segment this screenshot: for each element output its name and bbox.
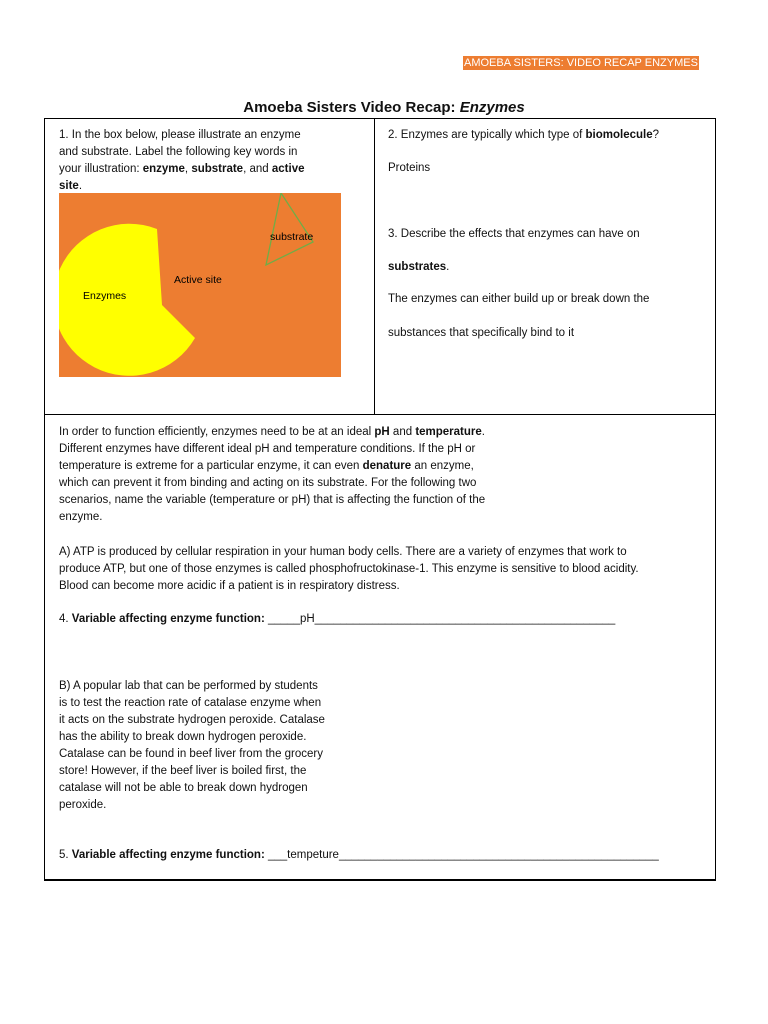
title-emphasis: Enzymes (459, 99, 525, 116)
table-row-divider (44, 414, 716, 415)
intro-line-3-a: temperature is extreme for a particular enzyme, it can even (59, 460, 363, 472)
q1-line-1: 1. In the box below, please illustrate an enzyme (59, 129, 301, 141)
label-enzymes: Enzymes (83, 290, 127, 302)
keyword-enzyme: enzyme (142, 163, 185, 175)
q4-answer-field[interactable]: _____pH_______________________________________________ (267, 613, 616, 625)
scenario-a-line-3: Blood can become more acidic if a patient is in respiratory distress. (59, 580, 400, 592)
table-border-bottom (44, 879, 716, 881)
keyword-site: site (59, 180, 79, 192)
q3-answer-line-2: substances that specifically bind to it (388, 327, 575, 339)
q2-suffix: ? (652, 129, 660, 141)
q5-label: Variable affecting enzyme function: (71, 849, 268, 861)
q1-period: . (78, 180, 83, 192)
q3-keyword-substrates: substrates (388, 261, 447, 273)
document-header-tag: AMOEBA SISTERS: VIDEO RECAP ENZYMES (464, 57, 698, 69)
q3-prompt-line-1: 3. Describe the effects that enzymes can have on (388, 228, 640, 240)
question-1 (59, 127, 359, 195)
question-4 (59, 611, 615, 628)
label-substrate: substrate (270, 231, 314, 243)
title-prefix: Amoeba Sisters Video Recap: (243, 99, 460, 116)
question-5 (59, 847, 659, 864)
intro-keyword-ph: pH (374, 426, 390, 438)
scenario-b-line-7: catalase will not be able to break down hydrogen (59, 782, 308, 794)
scenario-b-line-4: has the ability to break down hydrogen peroxide. (59, 731, 307, 743)
scenario-b-line-3: it acts on the substrate hydrogen peroxide. Catalase (59, 714, 325, 726)
table-border-left (44, 118, 45, 881)
scenario-a (59, 544, 709, 595)
intro-line-4: which can prevent it from binding and acting on its substrate. For the following two (59, 477, 477, 489)
q5-answer-field[interactable]: ___tempeture__________________________________________________ (267, 849, 659, 861)
q1-line-2: and substrate. Label the following key words in (59, 146, 298, 158)
q1-sep-1: , (184, 163, 192, 175)
intro-line-3-end: an enzyme, (411, 460, 474, 472)
q2-keyword-biomolecule: biomolecule (585, 129, 653, 141)
intro-line-3 (59, 458, 529, 475)
intro-line-6: enzyme. (59, 511, 103, 523)
q1-line-3 (59, 161, 359, 178)
scenario-b-line-1: B) A popular lab that can be performed by students (59, 680, 318, 692)
intro-line-1-end: . (481, 426, 485, 438)
intro-line-1-a: In order to function efficiently, enzymes need to be at an ideal (59, 426, 375, 438)
intro-line-1-and: and (389, 426, 416, 438)
scenario-a-line-2: produce ATP, but one of those enzymes is called phosphofructokinase-1. This enzyme is sensitive to blood acidity. (59, 563, 639, 575)
scenario-b (59, 678, 359, 814)
intro-line-5: scenarios, name the variable (temperature or pH) that is affecting the function of the (59, 494, 486, 506)
scenario-b-line-2: is to test the reaction rate of catalase enzyme when (59, 697, 322, 709)
q1-sep-2: , and (243, 163, 272, 175)
page-title (0, 99, 768, 116)
table-column-divider (374, 118, 375, 415)
scenario-a-line-1: A) ATP is produced by cellular respiration in your human body cells. There are a variety of enzymes that work to (59, 546, 627, 558)
intro-line-1 (59, 424, 529, 441)
q1-line-3-prefix: your illustration: (59, 163, 143, 175)
question-2 (388, 127, 708, 144)
scenario-b-line-8: peroxide. (59, 799, 107, 811)
q5-number: 5. (59, 849, 72, 861)
scenario-b-line-5: Catalase can be found in beef liver from the grocery (59, 748, 324, 760)
q3-period: . (446, 261, 450, 273)
scenario-b-line-6: store! However, if the beef liver is boiled first, the (59, 765, 307, 777)
table-border-right (715, 118, 716, 881)
label-active-site: Active site (174, 274, 222, 286)
table-border-top (44, 118, 716, 119)
q4-label: Variable affecting enzyme function: (71, 613, 268, 625)
q3-prompt-line-2 (388, 259, 449, 276)
intro-keyword-denature: denature (362, 460, 412, 472)
q4-number: 4. (59, 613, 72, 625)
intro-paragraph (59, 424, 529, 526)
keyword-active: active (271, 163, 305, 175)
q3-answer-line-1: The enzymes can either build up or break down the (388, 293, 650, 305)
q2-prompt (388, 127, 708, 144)
q2-prefix: 2. Enzymes are typically which type of (388, 129, 586, 141)
keyword-substrate: substrate (191, 163, 244, 175)
intro-line-2: Different enzymes have different ideal pH and temperature conditions. If the pH or (59, 443, 476, 455)
intro-keyword-temperature: temperature (415, 426, 482, 438)
q2-answer: Proteins (388, 162, 431, 174)
enzyme-illustration (59, 193, 341, 377)
